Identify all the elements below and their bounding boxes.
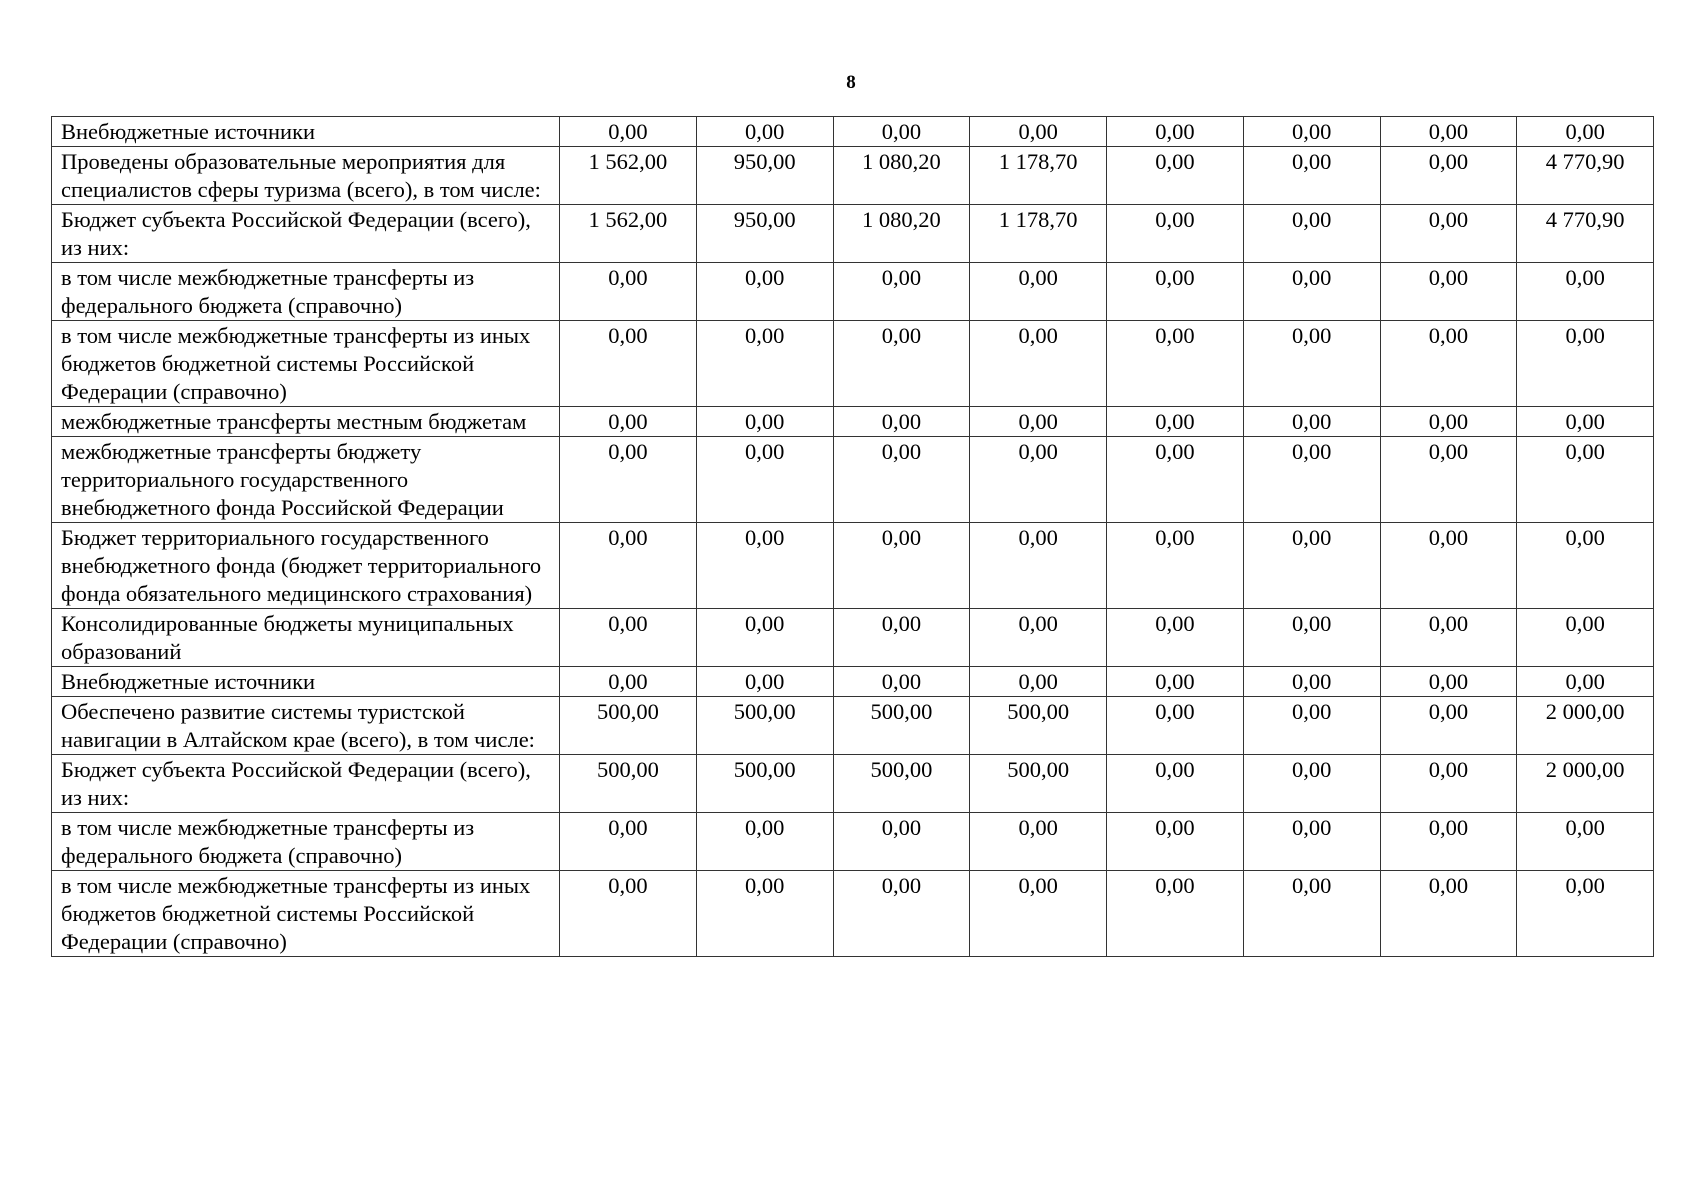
value-cell: 0,00 <box>970 667 1107 697</box>
value-cell: 0,00 <box>1380 523 1517 609</box>
value-cell: 0,00 <box>1243 813 1380 871</box>
row-label: Обеспечено развитие системы туристской навигации в Алтайском крае (всего), в том числе: <box>52 697 560 755</box>
value-cell: 0,00 <box>1107 205 1244 263</box>
value-cell: 0,00 <box>560 813 697 871</box>
table-row <box>52 523 1654 609</box>
value-cell: 0,00 <box>833 667 970 697</box>
value-cell: 950,00 <box>696 205 833 263</box>
value-cell: 0,00 <box>833 523 970 609</box>
value-cell: 0,00 <box>1380 813 1517 871</box>
value-cell: 950,00 <box>696 147 833 205</box>
table-row <box>52 437 1654 523</box>
value-cell: 0,00 <box>1517 407 1654 437</box>
page-number: 8 <box>846 72 856 93</box>
value-cell: 0,00 <box>696 523 833 609</box>
table-row <box>52 667 1654 697</box>
value-cell: 0,00 <box>1517 523 1654 609</box>
value-cell: 0,00 <box>833 407 970 437</box>
value-cell: 0,00 <box>696 609 833 667</box>
value-cell: 0,00 <box>1107 755 1244 813</box>
table-row <box>52 813 1654 871</box>
table-row <box>52 697 1654 755</box>
value-cell: 0,00 <box>1243 147 1380 205</box>
row-label: Бюджет территориального государственного внебюджетного фонда (бюджет территориального фонда обязательного медицинского страхования) <box>52 523 560 609</box>
value-cell: 4 770,90 <box>1517 147 1654 205</box>
value-cell: 0,00 <box>1107 609 1244 667</box>
value-cell: 0,00 <box>696 871 833 957</box>
value-cell: 4 770,90 <box>1517 205 1654 263</box>
value-cell: 0,00 <box>560 523 697 609</box>
value-cell: 0,00 <box>560 667 697 697</box>
value-cell: 0,00 <box>560 437 697 523</box>
value-cell: 0,00 <box>1243 871 1380 957</box>
value-cell: 0,00 <box>1243 407 1380 437</box>
table-row <box>52 117 1654 147</box>
value-cell: 2 000,00 <box>1517 755 1654 813</box>
value-cell: 1 562,00 <box>560 205 697 263</box>
value-cell: 0,00 <box>1107 437 1244 523</box>
value-cell: 500,00 <box>560 697 697 755</box>
value-cell: 0,00 <box>1517 263 1654 321</box>
value-cell: 0,00 <box>1243 697 1380 755</box>
value-cell: 0,00 <box>1107 697 1244 755</box>
value-cell: 0,00 <box>1107 523 1244 609</box>
table-row <box>52 205 1654 263</box>
table-row <box>52 609 1654 667</box>
table-row <box>52 755 1654 813</box>
value-cell: 0,00 <box>696 437 833 523</box>
value-cell: 0,00 <box>1517 117 1654 147</box>
value-cell: 0,00 <box>1107 407 1244 437</box>
value-cell: 0,00 <box>833 321 970 407</box>
value-cell: 500,00 <box>970 697 1107 755</box>
value-cell: 0,00 <box>1107 263 1244 321</box>
value-cell: 0,00 <box>1243 321 1380 407</box>
row-label: в том числе межбюджетные трансферты из федерального бюджета (справочно) <box>52 263 560 321</box>
table-row <box>52 321 1654 407</box>
value-cell: 0,00 <box>1243 263 1380 321</box>
value-cell: 2 000,00 <box>1517 697 1654 755</box>
value-cell: 0,00 <box>970 871 1107 957</box>
value-cell: 0,00 <box>1380 871 1517 957</box>
value-cell: 0,00 <box>970 609 1107 667</box>
value-cell: 0,00 <box>1107 667 1244 697</box>
row-label: межбюджетные трансферты местным бюджетам <box>52 407 560 437</box>
row-label: Внебюджетные источники <box>52 667 560 697</box>
value-cell: 0,00 <box>1243 755 1380 813</box>
value-cell: 0,00 <box>1380 609 1517 667</box>
value-cell: 0,00 <box>1107 871 1244 957</box>
value-cell: 0,00 <box>1380 263 1517 321</box>
row-label: межбюджетные трансферты бюджету территориального государственного внебюджетного фонда Российской Федерации <box>52 437 560 523</box>
value-cell: 1 562,00 <box>560 147 697 205</box>
value-cell: 0,00 <box>560 871 697 957</box>
table-body <box>52 117 1654 957</box>
value-cell: 0,00 <box>970 813 1107 871</box>
value-cell: 1 178,70 <box>970 205 1107 263</box>
value-cell: 0,00 <box>696 407 833 437</box>
value-cell: 0,00 <box>970 117 1107 147</box>
row-label: в том числе межбюджетные трансферты из иных бюджетов бюджетной системы Российской Федерации (справочно) <box>52 321 560 407</box>
row-label: Внебюджетные источники <box>52 117 560 147</box>
table-row <box>52 871 1654 957</box>
value-cell: 0,00 <box>560 407 697 437</box>
row-label: в том числе межбюджетные трансферты из иных бюджетов бюджетной системы Российской Федерации (справочно) <box>52 871 560 957</box>
table-row <box>52 263 1654 321</box>
row-label: в том числе межбюджетные трансферты из федерального бюджета (справочно) <box>52 813 560 871</box>
value-cell: 0,00 <box>696 117 833 147</box>
value-cell: 0,00 <box>1380 755 1517 813</box>
value-cell: 0,00 <box>970 263 1107 321</box>
value-cell: 1 080,20 <box>833 205 970 263</box>
value-cell: 0,00 <box>1380 205 1517 263</box>
value-cell: 0,00 <box>1380 321 1517 407</box>
value-cell: 0,00 <box>1243 205 1380 263</box>
value-cell: 0,00 <box>696 813 833 871</box>
value-cell: 0,00 <box>1380 147 1517 205</box>
value-cell: 0,00 <box>1243 523 1380 609</box>
value-cell: 0,00 <box>1107 813 1244 871</box>
value-cell: 0,00 <box>1380 667 1517 697</box>
value-cell: 0,00 <box>970 523 1107 609</box>
value-cell: 0,00 <box>1380 437 1517 523</box>
value-cell: 0,00 <box>970 321 1107 407</box>
value-cell: 0,00 <box>1243 609 1380 667</box>
value-cell: 0,00 <box>1517 437 1654 523</box>
value-cell: 1 178,70 <box>970 147 1107 205</box>
value-cell: 0,00 <box>833 117 970 147</box>
value-cell: 0,00 <box>560 321 697 407</box>
value-cell: 0,00 <box>1243 667 1380 697</box>
row-label: Бюджет субъекта Российской Федерации (всего), из них: <box>52 205 560 263</box>
value-cell: 0,00 <box>1380 407 1517 437</box>
value-cell: 500,00 <box>833 755 970 813</box>
table-row <box>52 147 1654 205</box>
row-label: Бюджет субъекта Российской Федерации (всего), из них: <box>52 755 560 813</box>
value-cell: 0,00 <box>560 263 697 321</box>
value-cell: 0,00 <box>833 263 970 321</box>
value-cell: 500,00 <box>696 755 833 813</box>
value-cell: 500,00 <box>560 755 697 813</box>
value-cell: 0,00 <box>696 667 833 697</box>
value-cell: 0,00 <box>970 407 1107 437</box>
value-cell: 0,00 <box>833 871 970 957</box>
value-cell: 0,00 <box>560 117 697 147</box>
value-cell: 500,00 <box>833 697 970 755</box>
value-cell: 0,00 <box>1380 697 1517 755</box>
value-cell: 1 080,20 <box>833 147 970 205</box>
value-cell: 0,00 <box>696 321 833 407</box>
value-cell: 0,00 <box>1517 321 1654 407</box>
value-cell: 0,00 <box>1243 437 1380 523</box>
value-cell: 0,00 <box>1107 321 1244 407</box>
value-cell: 0,00 <box>1107 117 1244 147</box>
value-cell: 0,00 <box>1380 117 1517 147</box>
value-cell: 0,00 <box>833 813 970 871</box>
value-cell: 0,00 <box>1107 147 1244 205</box>
value-cell: 0,00 <box>696 263 833 321</box>
value-cell: 0,00 <box>1517 667 1654 697</box>
value-cell: 500,00 <box>696 697 833 755</box>
value-cell: 0,00 <box>560 609 697 667</box>
value-cell: 0,00 <box>1517 609 1654 667</box>
row-label: Консолидированные бюджеты муниципальных образований <box>52 609 560 667</box>
value-cell: 0,00 <box>1517 813 1654 871</box>
value-cell: 0,00 <box>833 609 970 667</box>
table-row <box>52 407 1654 437</box>
budget-table <box>51 116 1654 957</box>
value-cell: 0,00 <box>970 437 1107 523</box>
value-cell: 0,00 <box>833 437 970 523</box>
value-cell: 0,00 <box>1517 871 1654 957</box>
value-cell: 500,00 <box>970 755 1107 813</box>
row-label: Проведены образовательные мероприятия для специалистов сферы туризма (всего), в том числе: <box>52 147 560 205</box>
value-cell: 0,00 <box>1243 117 1380 147</box>
